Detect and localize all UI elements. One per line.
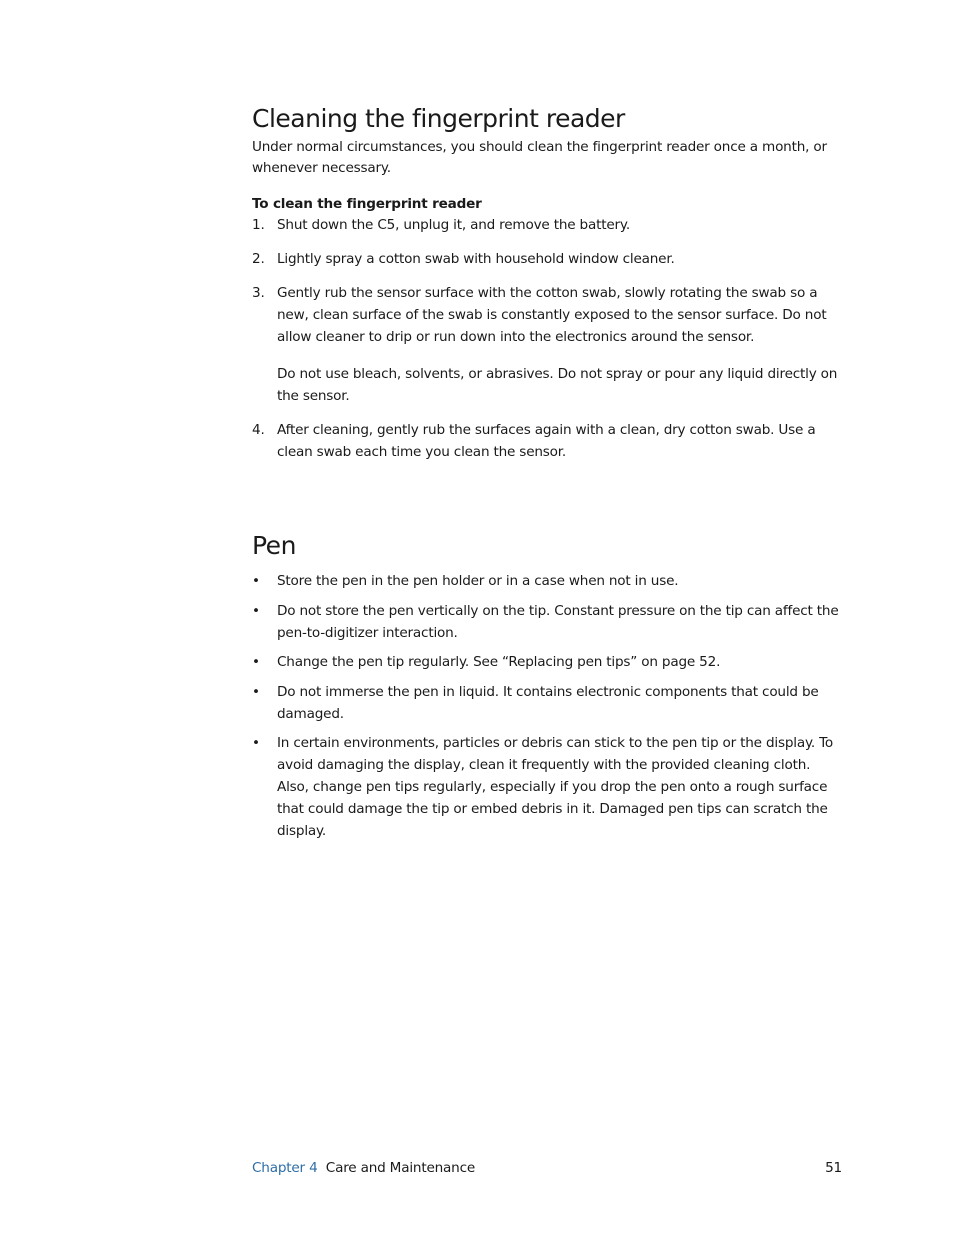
step-3-note: Do not use bleach, solvents, or abrasives. Do not spray or pour any liquid directly on the sensor. [277,366,838,404]
step-text: After cleaning, gently rub the surfaces again with a clean, dry cotton swab. Use a clean swab each time you clean the sensor. [277,422,816,460]
page-footer [252,1160,844,1176]
step-number: 1. [252,217,265,233]
bullet-icon: • [252,573,260,589]
bullet-icon: • [252,603,260,619]
footer-chapter-title: Care and Maintenance [325,1160,476,1176]
bullet-icon: • [252,684,260,700]
footer-chapter-number: Chapter 4 [252,1160,318,1176]
step-number: 4. [252,422,265,438]
step-text: Gently rub the sensor surface with the cotton swab, slowly rotating the swab so a new, clean surface of the swab is constantly exposed to the sensor surface. Do not allow cleaner to drip or run down into the electronics around the sensor. [277,285,827,345]
step-number: 3. [252,285,265,301]
bullet-icon: • [252,654,260,670]
bullet-text: Change the pen tip regularly. See “Replacing pen tips” on page 52. [277,654,721,670]
section-title-fingerprint: Cleaning the fingerprint reader [252,104,625,133]
procedure-heading: To clean the fingerprint reader [252,196,482,212]
bullet-icon: • [252,735,260,751]
step-number: 2. [252,251,265,267]
step-text: Lightly spray a cotton swab with household window cleaner. [277,251,675,267]
bullet-text: In certain environments, particles or debris can stick to the pen tip or the display. To avoid damaging the display, clean it frequently with the provided cleaning cloth. Also, change pen tips regularly, especially if you drop the pen onto a rough surface that could damage the tip or embed debris in it. Damaged pen tips can scratch the display. [277,735,834,839]
page-number: 51 [825,1160,842,1176]
bullet-text: Store the pen in the pen holder or in a case when not in use. [277,573,679,589]
step-text: Shut down the C5, unplug it, and remove the battery. [277,217,630,233]
section-title-pen: Pen [252,531,296,560]
bullet-text: Do not store the pen vertically on the tip. Constant pressure on the tip can affect the pen-to-digitizer interaction. [277,603,839,641]
bullet-text: Do not immerse the pen in liquid. It contains electronic components that could be damaged. [277,684,819,722]
intro-paragraph: Under normal circumstances, you should clean the fingerprint reader once a month, or whenever necessary. [252,139,827,176]
